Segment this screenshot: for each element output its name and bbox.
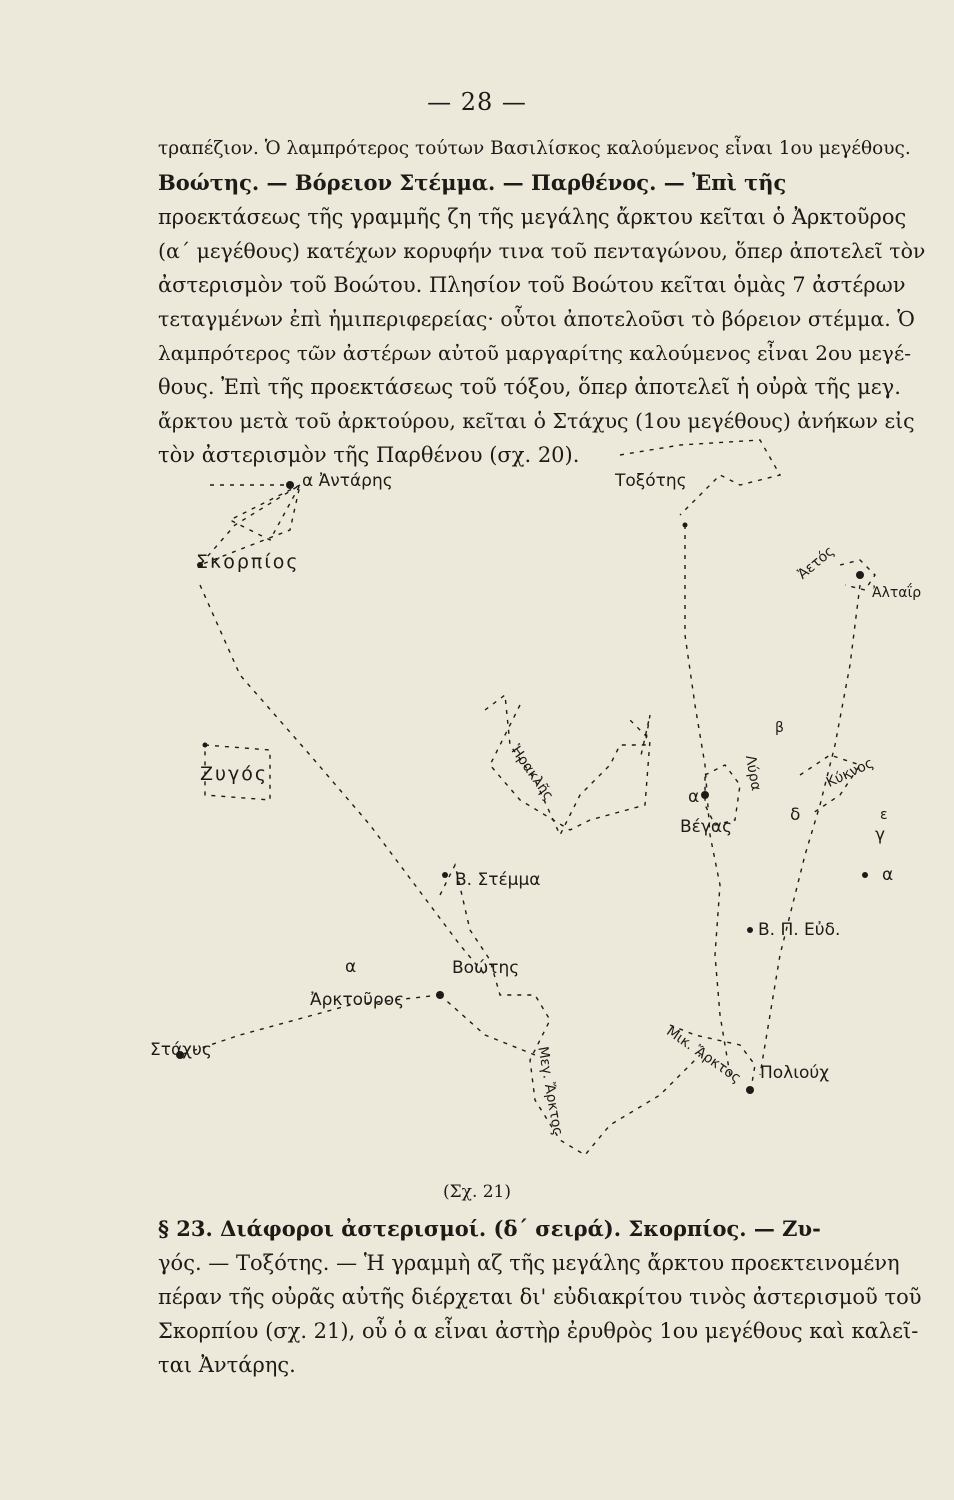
label-alpha-vegas: α — [688, 787, 700, 807]
paragraph-1-line-7: λαμπρότερος τῶν ἀστέρων αὐτοῦ μαργαρίτης καλούμενος εἶναι 2ου μεγέ- — [158, 341, 911, 365]
paragraph-2-line-1: § 23. Διάφοροι ἀστερισμοί. (δ΄ σειρά). Σκορπίος. — Ζυ- — [158, 1216, 821, 1241]
label-herakles: Ἡρακλῆς — [506, 742, 557, 804]
paragraph-2-line-3: πέραν τῆς οὐρᾶς αὐτῆς διέρχεται δι' εὐδιακρίτου τινὸς ἀστερισμοῦ τοῦ — [158, 1285, 922, 1309]
star-zygos — [203, 743, 208, 748]
paragraph-1-line-3: προεκτάσεως τῆς γραμμῆς ζη τῆς μεγάλης ἄρκτου κεῖται ὁ Ἀρκτοῦρος — [158, 205, 907, 229]
star-polios — [746, 1086, 754, 1094]
label-lyra: Λύρα — [741, 753, 764, 793]
label-mikra-arktos: Μικ. Ἄρκτος — [663, 1023, 744, 1087]
star-altair — [856, 571, 864, 579]
paragraph-2-line-4: Σκορπίου (σχ. 21), οὗ ὁ α εἶναι ἀστὴρ ἐρυθρὸς 1ου μεγέθους καὶ καλεῖ- — [158, 1319, 919, 1343]
herakles-box — [490, 705, 650, 830]
paragraph-1-line-6: τεταγμένων ἐπὶ ἡμιπεριφερείας· οὗτοι ἀποτελοῦσι τὸ βόρειον στέμμα. Ὁ — [158, 307, 915, 331]
bootis-lines — [440, 865, 700, 1155]
label-bootis: Βοώτης — [452, 958, 520, 978]
label-altair: Ἀλταΐρ — [872, 585, 922, 601]
guide-line-altair — [760, 585, 860, 1075]
b-stemma-lines — [485, 695, 650, 835]
label-stachys: Στάχυς — [150, 1040, 212, 1060]
label-beta: β — [775, 720, 784, 736]
star-arktouros — [436, 991, 444, 999]
label-toxotis: Τοξότης — [615, 471, 687, 491]
paragraph-2-line-5: ται Ἀντάρης. — [158, 1353, 296, 1377]
star-toxotis — [683, 523, 688, 528]
paragraph-1-line-8: θους. Ἐπὶ τῆς προεκτάσεως τοῦ τόξου, ὅπερ ἀποτελεῖ ἡ οὐρὰ τῆς μεγ. — [158, 375, 901, 399]
guide-line-bootis — [440, 995, 535, 1055]
paragraph-1-line-5: ἀστερισμὸν τοῦ Βοώτου. Πλησίον τοῦ Βοώτου κεῖται ὁμὰς 7 ἀστέρων — [158, 273, 906, 297]
star-b-stemma — [442, 872, 448, 878]
label-delta: δ — [790, 805, 801, 825]
label-gamma: γ — [875, 825, 886, 845]
label-scorpios: Σκορπίος — [196, 551, 300, 573]
figure-caption: (Σχ. 21) — [442, 1182, 512, 1202]
paragraph-1-line-9: ἄρκτου μετὰ τοῦ ἀρκτούρου, κεῖται ὁ Στάχυς (1ου μεγέθους) ἀνήκων εἰς — [158, 409, 915, 433]
paragraph-1 — [158, 132, 928, 472]
paragraph-2 — [158, 1212, 928, 1382]
star-vegas — [701, 791, 709, 799]
star-kyknos-a — [862, 872, 868, 878]
label-alpha-arktouros: α — [345, 957, 357, 977]
label-antares: α Ἀντάρης — [302, 471, 393, 491]
paragraph-1-line-2: Βοώτης. — Βόρειον Στέμμα. — Παρθένος. — Ἐπὶ τῆς — [158, 170, 787, 195]
label-v-p-eyd: Β. Π. Εὐδ. — [758, 920, 841, 940]
paragraph-1-line-1: τραπέζιον. Ὁ λαμπρότερος τούτων Βασιλίσκος καλούμενος εἶναι 1ου μεγέθους. — [158, 138, 911, 159]
page-number: — 28 — — [427, 88, 527, 116]
label-vegas: Βέγας — [680, 817, 733, 837]
paragraph-1-line-4: (α΄ μεγέθους) κατέχων κορυφήν τινα τοῦ πενταγώνου, ὅπερ ἀποτελεῖ τὸν — [158, 239, 926, 263]
label-epsilon: ε — [880, 807, 888, 823]
label-zygos: Ζυγός — [200, 763, 269, 785]
paragraph-2-line-2: γός. — Τοξότης. — Ἡ γραμμὴ αζ τῆς μεγάλης ἄρκτου προεκτεινομένη — [158, 1251, 900, 1275]
label-polios: Πολιούχ — [760, 1063, 830, 1083]
label-kyknos: Κύκνος — [823, 755, 877, 791]
star-v-p-eyd — [747, 927, 753, 933]
star-antares — [286, 481, 294, 489]
label-megali-arktos: Μεγ. Ἄρκτος — [534, 1045, 566, 1137]
label-b-stemma: Β. Στέμμα — [455, 870, 541, 890]
star-chart-figure — [140, 435, 940, 1205]
lyra-lines — [705, 765, 740, 825]
label-alpha-kyknos: α — [882, 865, 894, 885]
paragraph-1-line-10: τὸν ἀστερισμὸν τῆς Παρθένου (σχ. 20). — [158, 443, 580, 467]
label-arktouros: Ἀρκτοῦρος — [310, 990, 405, 1010]
label-aetos: Ἀετός — [794, 543, 838, 583]
